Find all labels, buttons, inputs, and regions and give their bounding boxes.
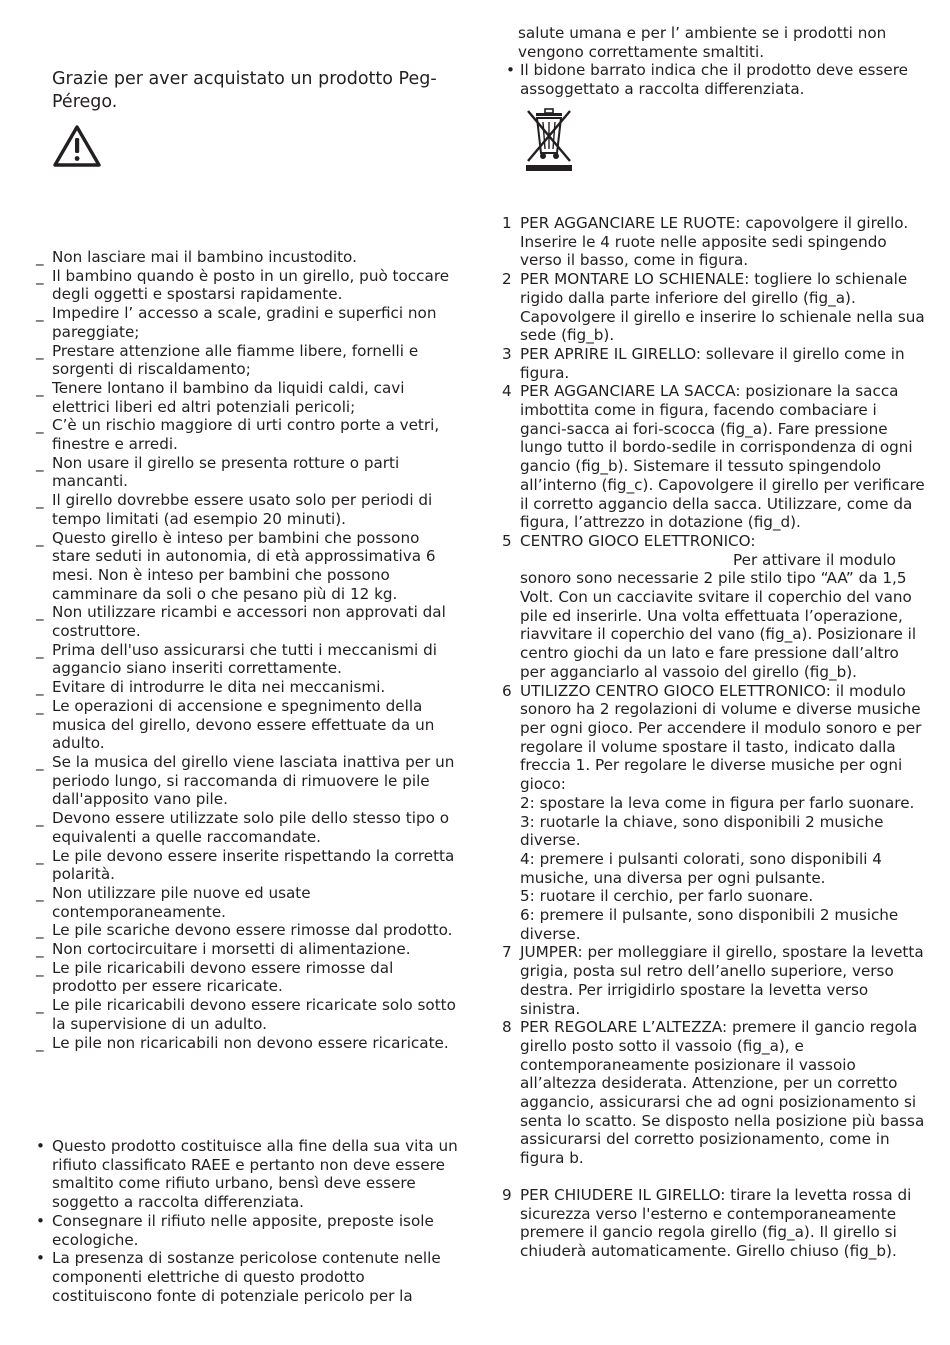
step-item: 3 PER APRIRE IL GIRELLO: sollevare il girello come in figura. [502,344,905,382]
warning-triangle-icon [52,124,102,168]
list-item: _ Se la musica del girello viene lasciata inattiva per un periodo lungo, si raccomanda di rimuovere le pile dall'apposito vano pile. [36,752,455,809]
list-item: _ Non utilizzare ricambi e accessori non approvati dal costruttore. [36,603,446,641]
list-item: _ Le pile scariche devono essere rimosse dal prodotto. [36,921,453,940]
list-item: _ Non utilizzare pile nuove ed usate contemporaneamente. [36,883,311,921]
list-item: _ C’è un rischio maggiore di urti contro porte a vetri, finestre e arredi. [36,416,440,454]
list-item: _ Evitare di introdurre le dita nei meccanismi. [36,678,386,697]
instructions-list [502,214,928,1261]
list-item: _ Il bambino quando è posto in un girello, può toccare degli oggetti e spostarsi rapidamente. [36,266,450,304]
list-item: _ Questo girello è inteso per bambini che possono stare seduti in autonomia, di età approssimativa 6 mesi. Non è inteso per bambini che possono camminare da soli o che pesano più di 12 kg. [36,528,436,603]
list-item: _ Prestare attenzione alle fiamme libere, fornelli e sorgenti di riscaldamento; [36,341,419,379]
list-item: _ Prima dell'uso assicurarsi che tutti i meccanismi di aggancio siano inseriti correttamente. [36,640,437,678]
list-item: _ Tenere lontano il bambino da liquidi caldi, cavi elettrici liberi ed altri potenziali pericoli; [36,378,405,416]
step-item: 5 CENTRO GIOCO ELETTRONICO: Per attivare il modulo sonoro sono necessarie 2 pile stilo tipo “AA” da 1,5 Volt. Con un cacciavite svitare il coperchio del vano pile ed inserirle. Una volta effettuata l’operazione, riavvitare il coperchio del vano (fig_a). Posizionare il centro giochi da un lato e fare pressione dall’altro per agganciarlo al vassoio del girello (fig_b). [502,531,917,681]
raee-list [36,1137,458,1305]
warnings-list [36,248,458,1052]
step-item: 8 PER REGOLARE L’ALTEZZA: premere il gancio regola girello posto sotto il vassoio (fig_a), e contemporaneamente posizionare il vassoio all’altezza desiderata. Attenzione, per un corretto aggancio, assicurarsi che ad ogni posizionamento si senta lo scatto. Se disposto nella posizione più bassa assicurarsi del corretto posizionamento, come in figura b. [502,1018,925,1168]
step-item: 2 PER MONTARE LO SCHIENALE: togliere lo schienale rigido dalla parte inferiore del girello (fig_a). Capovolgere il girello e inserire lo schienale nella sua sede (fig_b). [502,270,925,345]
raee-continuation: salute umana e per l’ ambiente se i prodotti non vengono correttamente smaltiti. [518,24,887,61]
list-item: _ Le pile devono essere inserite rispettando la corretta polarità. [36,846,455,884]
list-item: _ Impedire l’ accesso a scale, gradini e superfici non pareggiate; [36,304,437,341]
list-item: • Questo prodotto costituisce alla fine della sua vita un rifiuto classificato RAEE e pertanto non deve essere smaltito come rifiuto urbano, bensì deve essere soggetto a raccolta differenziata. [36,1137,458,1212]
list-item: _ Devono essere utilizzate solo pile dello stesso tipo o equivalenti a quelle raccomandate. [36,809,449,846]
list-item: _ Non lasciare mai il bambino incustodito. [36,248,357,266]
list-item: _ Le pile ricaricabili devono essere rimosse dal prodotto per essere ricaricate. [36,958,394,996]
list-item: _ Le operazioni di accensione e spegnimento della musica del girello, devono essere effettuate da un adulto. [36,696,435,753]
list-item: _ Il girello dovrebbe essere usato solo per periodi di tempo limitati (ad esempio 20 minuti). [36,491,433,528]
step-item: 1 PER AGGANCIARE LE RUOTE: capovolgere il girello. Inserire le 4 ruote nelle apposite sedi spingendo verso il basso, come in figura. [502,214,909,270]
intro-text: Grazie per aver acquistato un prodotto Peg-Pérego. [52,69,437,112]
list-item: • Consegnare il rifiuto nelle apposite, preposte isole ecologiche. [36,1211,434,1249]
step-item: 6 UTILIZZO CENTRO GIOCO ELETTRONICO: il modulo sonoro ha 2 regolazioni di volume e diverse musiche per ogni gioco. Per accendere il modulo sonoro e per regolare il volume spostare il tasto, indicato dalla freccia 1. Per regolare le diverse musiche per ogni gioco: 2: spostare la leva come in figura per farlo suonare. 3: ruotarle la chiave, sono disponibili 2 musiche diverse. 4: premere i pulsanti colorati, sono disponibili 4 musiche, una diversa per ogni pulsante. 5: ruotare il cerchio, per farlo suonare. 6: premere il pulsante, sono disponibili 2 musiche diverse. [502,681,922,943]
list-item: _ Non cortocircuitare i morsetti di alimentazione. [36,940,411,959]
list-item: • La presenza di sostanze pericolose contenute nelle componenti elettriche di questo prodotto costituiscono fonte di potenziale pericolo per la [36,1249,441,1305]
raee-right-column [502,24,928,180]
list-item: _ Le pile non ricaricabili non devono essere ricaricate. [36,1033,449,1052]
list-item: _ Le pile ricaricabili devono essere ricaricate solo sotto la supervisione di un adulto. [36,996,456,1033]
crossed-bin-icon [522,105,576,175]
step-item: 9 PER CHIUDERE IL GIRELLO: tirare la levetta rossa di sicurezza verso l'esterno e contemporaneamente premere il gancio regola girello (fig_a). Il girello si chiuderà automaticamente. Girello chiuso (fig_b). [502,1185,912,1260]
list-item: _ Non usare il girello se presenta rotture o parti mancanti. [36,453,400,491]
step-item: 4 PER AGGANCIARE LA SACCA: posizionare la sacca imbottita come in figura, facendo combaciare i ganci-sacca ai fori-scocca (fig_a). Fare pressione lungo tutto il bordo-sedile in corrispondenza di ogni gancio (fig_b). Sistemare il tessuto spingendolo all’interno (fig_c). Capovolgere il girello per verificare il corretto aggancio della sacca. Utilizzare, come da figura, l’attrezzo in dotazione (fig_d). [502,382,925,532]
list-item: • Il bidone barrato indica che il prodotto deve essere assoggettato a raccolta differenziata. [506,61,908,99]
step-item: 7 JUMPER: per molleggiare il girello, spostare la levetta grigia, posta sul retro dell’anello superiore, verso destra. Per irrigidirlo spostare la levetta verso sinistra. [502,943,924,1018]
